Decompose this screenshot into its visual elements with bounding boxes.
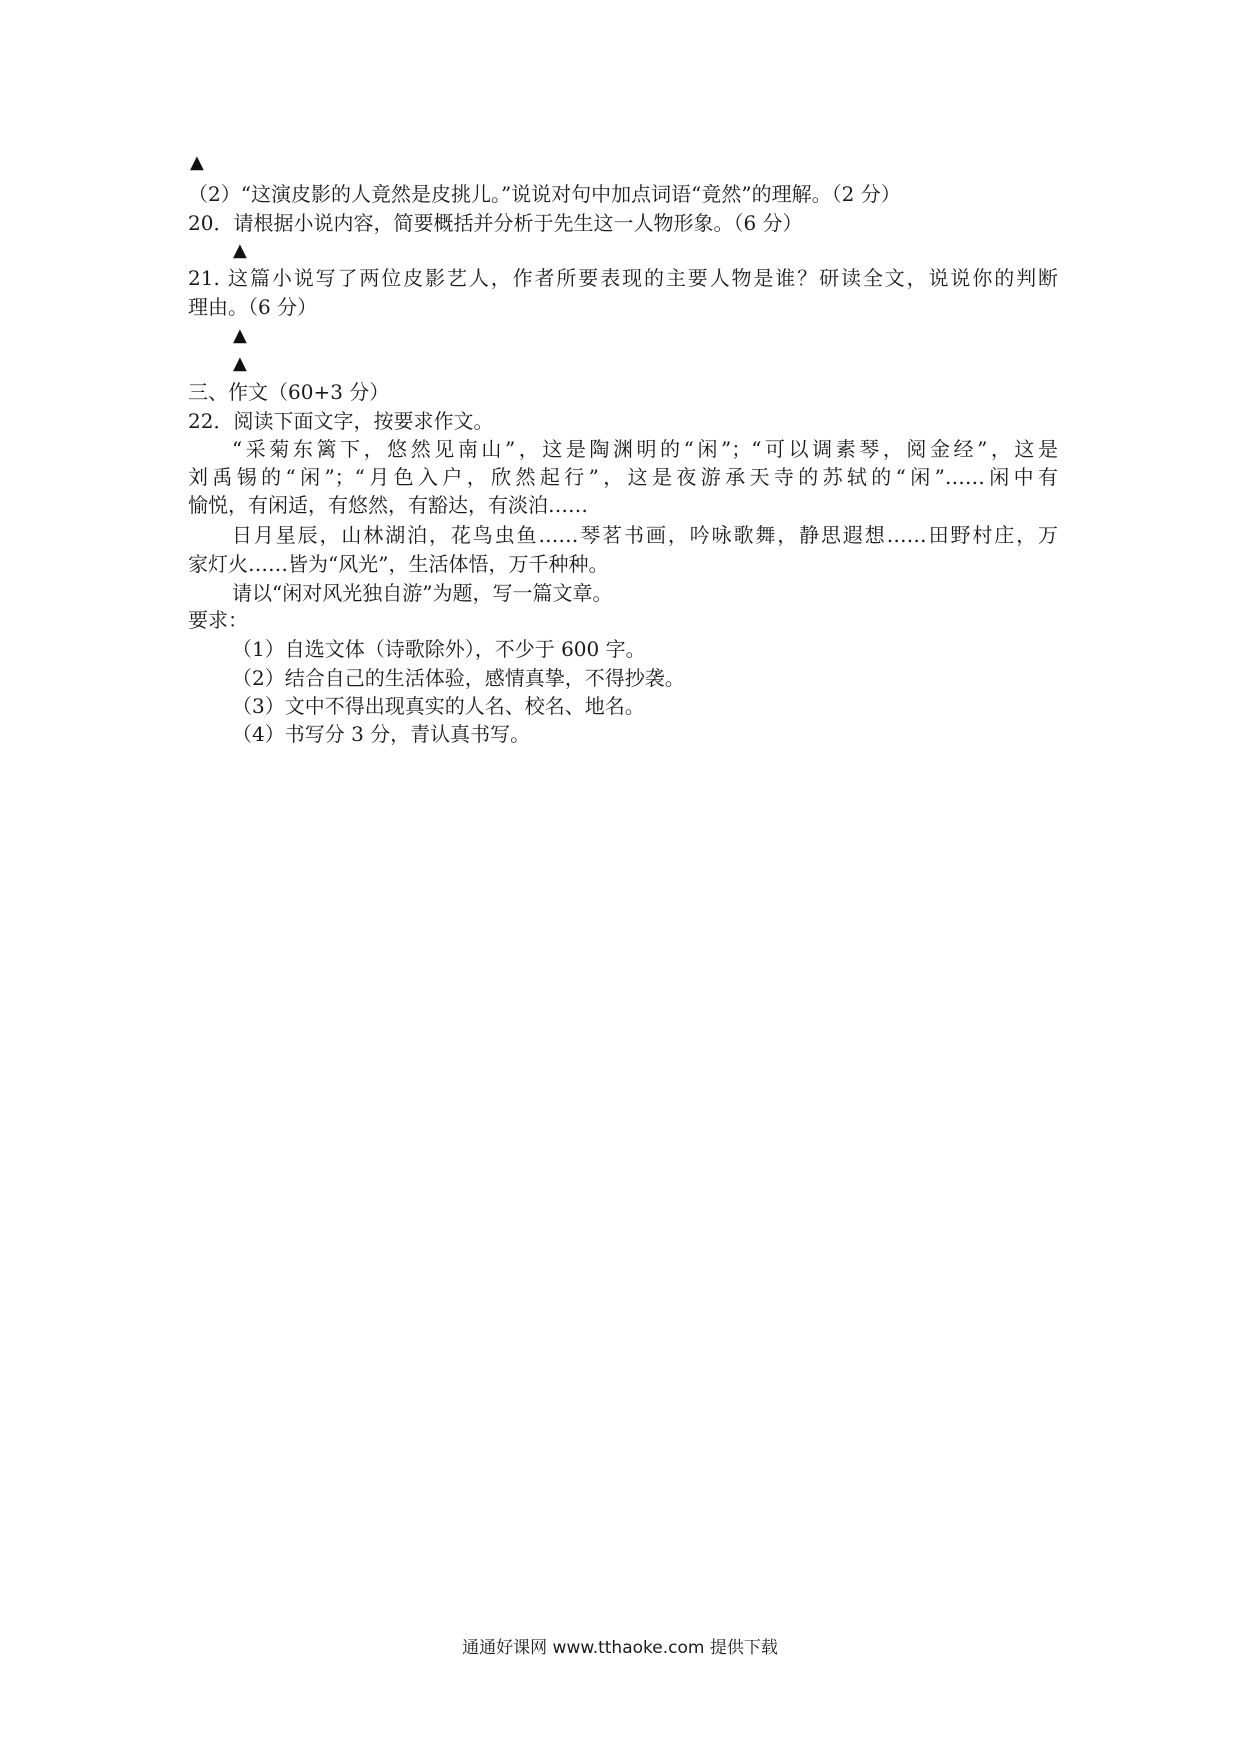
answer-marker-icon: ▲ xyxy=(233,240,247,261)
question-21-line-1 xyxy=(188,264,1058,292)
question-19-2: （2）“这演皮影的人竟然是皮挑儿。”说说对句中加点词语“竟然”的理解。（2 分） xyxy=(188,182,901,206)
answer-marker-icon: ▲ xyxy=(233,353,247,374)
section-3-heading: 三、作文（60+3 分） xyxy=(188,380,390,404)
prompt-paragraph-1-line-2 xyxy=(188,463,1058,491)
requirement-1: （1）自选文体（诗歌除外），不少于 600 字。 xyxy=(232,637,646,661)
prompt-paragraph-1-line-2-text: 刘禹锡的“闲”；“月色入户，欣然起行”，这是夜游承天寺的苏轼的“闲”……闲中有 xyxy=(188,465,1058,489)
question-21-line-1-text: 21. 这篇小说写了两位皮影艺人，作者所要表现的主要人物是谁？研读全文，说说你的判断 xyxy=(188,266,1058,290)
question-20: 20．请根据小说内容，简要概括并分析于先生这一人物形象。（6 分） xyxy=(188,211,803,235)
requirement-3: （3）文中不得出现真实的人名、校名、地名。 xyxy=(232,694,645,718)
requirements-title: 要求： xyxy=(188,608,248,632)
prompt-paragraph-2-line-1-text: 日月星辰，山林湖泊，花鸟虫鱼……琴茗书画，吟咏歌舞，静思遐想……田野村庄，万 xyxy=(232,523,1058,547)
prompt-paragraph-1-line-1-text: “采菊东篱下，悠然见南山”，这是陶渊明的“闲”；“可以调素琴，阅金经”，这是 xyxy=(232,437,1058,461)
answer-marker-icon: ▲ xyxy=(233,325,247,346)
prompt-paragraph-2-line-1 xyxy=(232,521,1058,549)
requirement-4: （4）书写分 3 分，青认真书写。 xyxy=(232,722,531,746)
prompt-paragraph-1-line-3: 愉悦，有闲适，有悠然，有豁达，有淡泊…… xyxy=(188,493,588,517)
prompt-paragraph-3: 请以“闲对风光独自游”为题，写一篇文章。 xyxy=(232,581,613,605)
question-21-line-2: 理由。（6 分） xyxy=(188,295,318,319)
page-footer: 通通好课网 www.tthaoke.com 提供下载 xyxy=(462,1638,778,1658)
requirement-2: （2）结合自己的生活体验，感情真挚，不得抄袭。 xyxy=(232,666,685,690)
answer-marker-icon: ▲ xyxy=(190,152,204,173)
prompt-paragraph-2-line-2: 家灯火……皆为“风光”，生活体悟，万千种种。 xyxy=(188,552,609,576)
prompt-paragraph-1-line-1 xyxy=(232,435,1058,463)
question-22: 22．阅读下面文字，按要求作文。 xyxy=(188,409,494,433)
